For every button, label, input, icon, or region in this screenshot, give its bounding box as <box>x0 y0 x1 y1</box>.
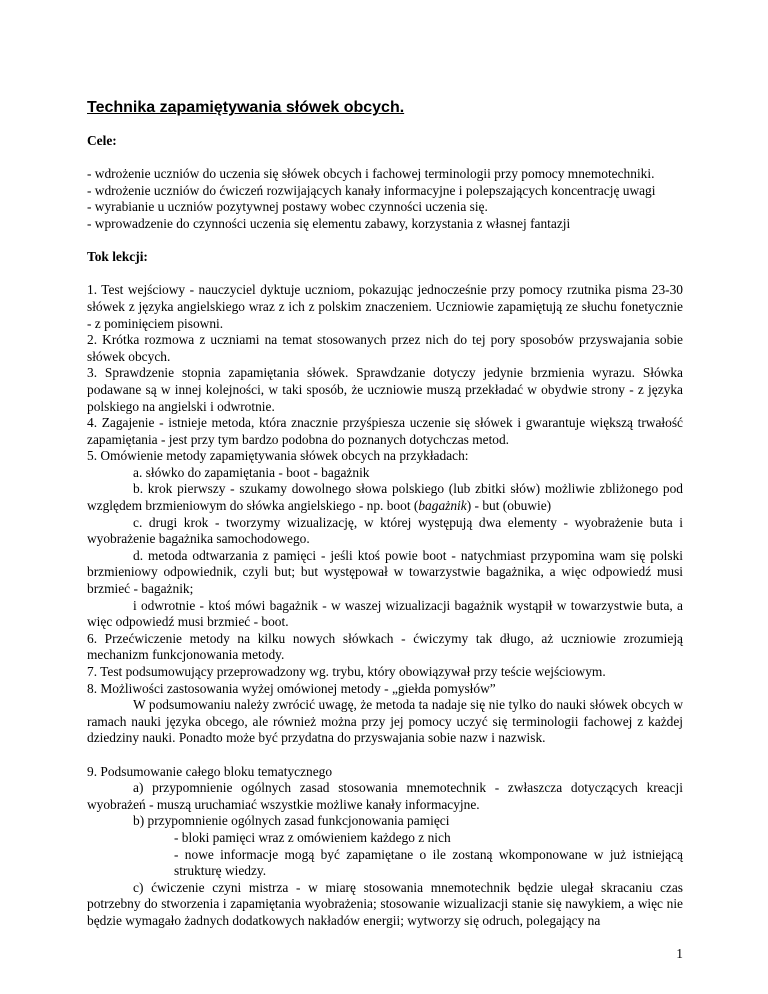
lesson-step: 9. Podsumowanie całego bloku tematycznego <box>87 763 333 779</box>
lesson-substep <box>87 481 683 514</box>
cele-item: - wdrożenie uczniów do uczenia się słówek obcych i fachowej terminologii przy pomocy mnemotechniki. <box>87 166 655 182</box>
document-body <box>87 133 683 930</box>
lesson-substep: c) ćwiczenie czyni mistrza - w miarę stosowania mnemotechnik będzie ulegał skracaniu czas potrzebny do stworzenia i zapamiętania wyobrażenia; stosowanie wizualizacji stanie się nawykiem, a więc nie będzie wymagało żadnych dodatkowych nakładów energii; wytworzy się odruch, polegający na <box>87 879 683 928</box>
lesson-substep: W podsumowaniu należy zwrócić uwagę, że metoda ta nadaje się nie tylko do nauki słówek obcych w ramach nauki języka obcego, ale również można przy jej pomocy uczyć się terminologii fachowej z każdej dziedziny nauki. Ponadto może być przydatna do przyswajania sobie nazw i nazwisk. <box>87 697 683 746</box>
lesson-step: 3. Sprawdzenie stopnia zapamiętania słówek. Sprawdzanie dotyczy jedynie brzmienia wyrazu. Słówka podawane są w innej kolejności, w taki sposób, że uczniowie muszą przekładać w obydwie strony - z języka polskiego na angielski i odwrotnie. <box>87 365 683 414</box>
substep-text: b. krok pierwszy - szukamy dowolnego słowa polskiego (lub zbitki słów) możliwie zbliżonego pod względem brzmieniowym do słówka angielskiego - np. boot ( <box>87 481 683 514</box>
lesson-substep: b) przypomnienie ogólnych zasad funkcjonowania pamięci <box>133 813 450 829</box>
lesson-substep: d. metoda odtwarzania z pamięci - jeśli ktoś powie boot - natychmiast przypomina wam się polski brzmieniowy odpowiednik, czyli but; but występował w towarzystwie bagażnika, a więc odpowiedź musi brzmieć - bagażnik; <box>87 547 683 597</box>
cele-item: - wdrożenie uczniów do ćwiczeń rozwijających kanały informacyjne i polepszających koncentrację uwagi <box>87 182 656 198</box>
lesson-step: 7. Test podsumowujący przeprowadzony wg. trybu, który obowiązywał przy teście wejściowym. <box>87 664 606 679</box>
lesson-step: 1. Test wejściowy - nauczyciel dyktuje uczniom, pokazując jednocześnie przy pomocy rzutnika pisma 23-30 słówek z języka angielskiego wraz z ich z polskim znaczeniem. Uczniowie zapamiętują ze słuchu fonetycznie - z pominięciem pisowni. <box>87 282 683 331</box>
lesson-step: 5. Omówienie metody zapamiętywania słówek obcych na przykładach: <box>87 448 469 464</box>
cele-item: - wyrabianie u uczniów pozytywnej postawy wobec czynności uczenia się. <box>87 199 488 215</box>
lesson-step: 4. Zagajenie - istnieje metoda, która znacznie przyśpiesza uczenie się słówek i gwarantuje większą trwałość zapamiętania - jest przy tym bardzo podobna do poznanych dotychczas metod. <box>87 415 683 447</box>
lesson-subitem: - bloki pamięci wraz z omówieniem każdego z nich <box>174 829 451 845</box>
substep-text: ) - but (obuwie) <box>466 498 552 514</box>
page-number: 1 <box>676 946 683 961</box>
lesson-subitem: - nowe informacje mogą być zapamiętane o ile zostaną wkomponowane w już istniejącą strukturę wiedzy. <box>174 846 683 879</box>
lesson-step: 6. Przećwiczenie metody na kilku nowych słówkach - ćwiczymy tak długo, aż uczniowie zrozumieją mechanizm funkcjonowania metody. <box>87 630 683 663</box>
lesson-substep: i odwrotnie - ktoś mówi bagażnik - w waszej wizualizacji bagażnik wystąpił w towarzystwie buta, a więc odpowiedź musi brzmieć - boot. <box>87 597 683 630</box>
lesson-step: 2. Krótka rozmowa z uczniami na temat stosowanych przez nich do tej pory sposobów przyswajania sobie słówek obcych. <box>87 332 683 364</box>
lesson-substep: a. słówko do zapamiętania - boot - bagażnik <box>133 464 370 480</box>
cele-heading: Cele: <box>87 133 117 148</box>
emphasis-text: bagażnik <box>418 498 467 514</box>
document-title: Technika zapamiętywania słówek obcych. <box>87 99 405 116</box>
lesson-substep: a) przypomnienie ogólnych zasad stosowania mnemotechnik - zwłaszcza dotyczących kreacji wyobrażeń - muszą uruchamiać wszystkie możliwe kanały informacyjne. <box>87 780 683 812</box>
tok-heading: Tok lekcji: <box>87 249 148 265</box>
cele-item: - wprowadzenie do czynności uczenia się elementu zabawy, korzystania z własnej fantazji <box>87 215 571 231</box>
lesson-step: 8. Możliwości zastosowania wyżej omówionej metody - „giełda pomysłów” <box>87 680 496 696</box>
lesson-substep: c. drugi krok - tworzymy wizualizację, w której występują dwa elementy - wyobrażenie buta i wyobrażenie bagażnika samochodowego. <box>87 514 683 547</box>
